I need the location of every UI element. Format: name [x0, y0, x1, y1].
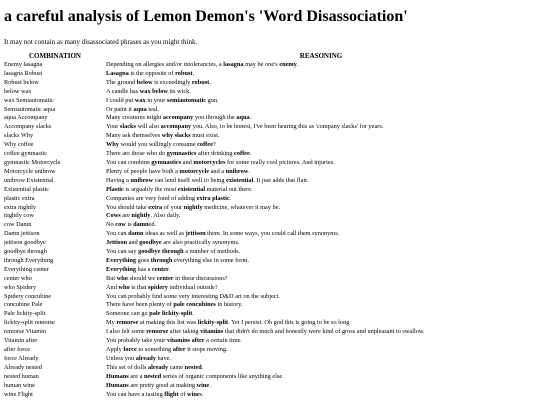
combination-cell: slacks Why [4, 132, 34, 140]
reasoning-emphasis: center [152, 265, 169, 273]
table-row [4, 275, 536, 284]
table-row [4, 141, 536, 150]
reasoning-emphasis: goodbye through [138, 248, 184, 256]
combination-cell: through Everything [4, 256, 54, 264]
reasoning-header: REASONING [299, 52, 343, 60]
reasoning-emphasis: extra plastic [196, 194, 230, 202]
analysis-table [4, 52, 536, 399]
combination-cell: Damn jettison [4, 230, 40, 238]
table-row [4, 239, 536, 248]
combination-cell: coffee gymnastic [4, 150, 48, 158]
reasoning-text: after drinking [196, 150, 235, 158]
reasoning-cell [106, 79, 536, 88]
reasoning-text: and [181, 158, 194, 166]
reasoning-text: have. [155, 354, 171, 362]
reasoning-text: . [201, 363, 204, 371]
combination-cell: lickity-split remorse [4, 319, 55, 327]
reasoning-text: No [106, 221, 116, 229]
table-row [4, 221, 536, 230]
reasoning-emphasis: Plastic [106, 185, 124, 193]
combination-cell: wax Semiautomatic [4, 96, 54, 104]
reasoning-emphasis: gymnastics [166, 150, 197, 158]
reasoning-text: gun. [206, 96, 219, 104]
reasoning-emphasis: Humans [106, 381, 129, 389]
table-row [4, 70, 536, 79]
reasoning-emphasis: below [136, 78, 153, 86]
table-row [4, 150, 536, 159]
reasoning-emphasis: accompany [160, 123, 192, 131]
reasoning-text: You can probably find some very interesting D&D art on the subject. [106, 292, 280, 300]
reasoning-text: Plenty of people have both a [106, 167, 180, 175]
reasoning-emphasis: remorse [146, 328, 169, 336]
reasoning-emphasis: vitamins after [166, 337, 205, 345]
reasoning-text: you. Also, to be honest, I've been hearing this as 'company slacks' for years. [191, 123, 384, 131]
table-row [4, 114, 536, 123]
table-row [4, 319, 536, 328]
reasoning-text: should we [127, 274, 157, 282]
reasoning-text: its wick. [167, 87, 191, 95]
combination-cell: Spidery concubine [4, 292, 52, 300]
reasoning-cell [106, 293, 536, 302]
reasoning-text: . [229, 194, 232, 202]
table-row [4, 61, 536, 70]
table-row [4, 177, 536, 186]
table-row [4, 391, 536, 400]
page-subtitle: It may not contain as many disassociated phrases as you might think. [4, 38, 198, 46]
table-row [4, 310, 536, 319]
table-row [4, 88, 536, 97]
reasoning-text: is the opposite of [128, 69, 176, 77]
reasoning-emphasis: coffee [234, 150, 250, 158]
reasoning-text: There are those who do [106, 150, 167, 158]
reasoning-text: Depending on allergies and/or intolerancies, a [106, 61, 224, 68]
reasoning-text: . [209, 381, 211, 389]
reasoning-text: You can say [106, 248, 139, 256]
combination-cell: goodbye through [4, 248, 47, 256]
reasoning-text: goes [136, 256, 151, 264]
reasoning-emphasis: robust [175, 69, 193, 77]
combination-cell: Robust below [4, 78, 39, 86]
reasoning-text: and [127, 239, 140, 247]
table-row [4, 186, 536, 195]
reasoning-text: is exceedingly [152, 78, 192, 86]
reasoning-emphasis: Cows [106, 212, 121, 220]
reasoning-emphasis: spidery [148, 283, 168, 291]
reasoning-emphasis: nested [143, 372, 162, 380]
reasoning-cell [106, 239, 536, 248]
combination-cell: nightly cow [4, 212, 34, 220]
reasoning-text: is arguably the most [123, 185, 178, 193]
reasoning-emphasis: why slacks [161, 132, 191, 140]
reasoning-emphasis: slacks [119, 123, 136, 131]
reasoning-text: came [168, 363, 185, 371]
reasoning-emphasis: pale concubines [173, 301, 216, 309]
reasoning-text: in your [145, 96, 167, 104]
reasoning-cell [106, 248, 536, 257]
reasoning-emphasis: nightly [183, 203, 203, 211]
reasoning-cell [106, 364, 536, 373]
reasoning-text: of [178, 390, 188, 398]
combination-cell: Why coffee [4, 141, 34, 149]
reasoning-emphasis: damn [133, 221, 149, 229]
reasoning-text: individual outside? [167, 283, 218, 291]
reasoning-emphasis: Humans [106, 372, 129, 380]
reasoning-text: . [209, 78, 211, 86]
reasoning-text: There have been plenty of [106, 301, 174, 309]
reasoning-emphasis: already [135, 354, 156, 362]
reasoning-emphasis: Everything [106, 256, 137, 264]
reasoning-cell [106, 204, 536, 213]
reasoning-cell [106, 97, 536, 106]
reasoning-text: I could put [106, 96, 135, 104]
reasoning-emphasis: wine [196, 381, 210, 389]
combination-cell: after force [4, 346, 31, 353]
combination-cell: Already nested [4, 363, 42, 371]
reasoning-text: are also practically synonyms. [161, 239, 240, 247]
combination-cell: who Spidery [4, 283, 37, 291]
reasoning-emphasis: force [123, 346, 137, 353]
reasoning-emphasis: gymnastics [151, 158, 182, 166]
table-row [4, 230, 536, 239]
reasoning-cell [106, 337, 536, 346]
reasoning-text: can lend itself well to being [153, 176, 227, 184]
reasoning-text: is that [129, 283, 148, 291]
table-row [4, 373, 536, 382]
reasoning-text: everything else in some form. [172, 256, 249, 264]
reasoning-text: . Yet I persist. Oh god this is going to be so long [228, 319, 350, 327]
table-row [4, 79, 536, 88]
reasoning-text: You can [106, 230, 129, 238]
reasoning-emphasis: coffee [197, 141, 213, 149]
reasoning-emphasis: nested [184, 363, 202, 371]
reasoning-text: is [125, 221, 134, 229]
table-row [4, 284, 536, 293]
reasoning-cell [106, 328, 536, 337]
combination-cell: Everything center [4, 265, 49, 273]
combination-cell: Semiautomatic aqua [4, 105, 56, 113]
reasoning-text: . [249, 114, 252, 122]
reasoning-text: are [120, 212, 132, 220]
table-row [4, 132, 536, 141]
reasoning-cell [106, 355, 536, 364]
reasoning-emphasis: center [156, 274, 174, 282]
reasoning-cell [106, 106, 536, 115]
reasoning-emphasis: wax below [139, 87, 168, 95]
combination-cell: center who [4, 274, 32, 282]
reasoning-emphasis: wine [187, 390, 200, 398]
table-row [4, 106, 536, 115]
combination-cell: Vitamin after [4, 337, 38, 345]
reasoning-text: Many creatures might [106, 114, 163, 122]
reasoning-text: The ground [106, 78, 137, 86]
combination-cell: nested human [4, 372, 39, 380]
table-row [4, 168, 536, 177]
reasoning-text: ed. [148, 221, 157, 229]
table-row [4, 123, 536, 132]
combination-cell: Enemy lasagna [4, 61, 43, 68]
reasoning-cell [106, 275, 536, 284]
reasoning-text: must exist. [190, 132, 220, 140]
reasoning-text: medicine, whatever it may be. [202, 203, 281, 211]
reasoning-text: after taking [168, 328, 201, 336]
reasoning-emphasis: who [116, 274, 128, 282]
reasoning-emphasis: who [118, 283, 130, 291]
reasoning-text: . [192, 69, 195, 77]
combination-cell: human wine [4, 381, 35, 389]
reasoning-emphasis: pale lickity-split [149, 310, 193, 318]
reasoning-emphasis: unibrow [225, 167, 249, 175]
reasoning-emphasis: damn [128, 230, 144, 238]
reasoning-cell [106, 310, 536, 319]
reasoning-text: in history. [215, 301, 243, 309]
reasoning-text: . [249, 150, 252, 158]
reasoning-text: You can have a tasting [106, 390, 165, 398]
table-row [4, 266, 536, 275]
reasoning-emphasis: goodbye [139, 239, 162, 247]
reasoning-text: s. [199, 390, 204, 398]
reasoning-text: This set of dolls [106, 363, 148, 371]
reasoning-emphasis: after [172, 346, 186, 353]
reasoning-text: . [192, 310, 194, 318]
reasoning-text: teal. [146, 105, 160, 113]
table-row [4, 382, 536, 391]
reasoning-text: for some really cool pictures. And injuries. [225, 158, 335, 166]
reasoning-emphasis: nightly [131, 212, 151, 220]
reasoning-emphasis: robust [191, 78, 210, 86]
reasoning-cell [106, 61, 536, 70]
reasoning-cell [106, 70, 536, 79]
combination-header: COMBINATION [29, 52, 81, 60]
reasoning-emphasis: existential [177, 185, 206, 193]
reasoning-emphasis: flight [164, 390, 179, 398]
table-row [4, 195, 536, 204]
reasoning-text: are a [128, 372, 144, 380]
combination-cell: plastic extra [4, 194, 35, 202]
reasoning-cell [106, 284, 536, 293]
combination-cell: gymnastic Motorcycle [4, 158, 61, 166]
page-title: a careful analysis of Lemon Demon's 'Word Disassociation' [4, 8, 408, 25]
reasoning-text: And [106, 283, 119, 291]
reasoning-cell [106, 186, 536, 195]
reasoning-text: would you willingly consume [118, 141, 198, 149]
reasoning-cell [106, 195, 536, 204]
table-row [4, 355, 536, 364]
reasoning-emphasis: vitamins [200, 328, 224, 336]
reasoning-cell [106, 373, 536, 382]
reasoning-cell [106, 177, 536, 186]
reasoning-text: My [106, 319, 117, 327]
combination-cell: concubine Pale [4, 301, 43, 309]
table-row [4, 293, 536, 302]
reasoning-cell [106, 168, 536, 177]
reasoning-emphasis: lasagna [223, 61, 244, 68]
reasoning-emphasis: cow [115, 221, 126, 229]
table-row [4, 337, 536, 346]
reasoning-emphasis: motorcycle [179, 167, 210, 175]
combination-cell: lasagna Robust [4, 69, 43, 77]
reasoning-text: may be one's [243, 61, 280, 68]
reasoning-cell [106, 382, 536, 391]
reasoning-text: . It just adds that flair. [253, 176, 309, 184]
reasoning-emphasis: Jettison [106, 239, 127, 247]
table-body [4, 61, 536, 399]
reasoning-text: of your [162, 203, 184, 211]
table-row [4, 248, 536, 257]
reasoning-cell [106, 88, 536, 97]
combination-cell: jettison goodbye [4, 239, 46, 247]
reasoning-cell [106, 159, 536, 168]
combination-cell: extra nightly [4, 203, 37, 211]
reasoning-text: Unless you [106, 354, 136, 362]
reasoning-cell [106, 319, 536, 328]
combination-cell: Accompany slacks [4, 123, 52, 131]
reasoning-text: But [106, 274, 117, 282]
combination-cell: cow Damn [4, 221, 32, 229]
reasoning-emphasis: through [150, 256, 173, 264]
reasoning-text: in these discussions? [173, 274, 228, 282]
reasoning-emphasis: aqua [236, 114, 250, 122]
combination-cell: Pale lickity-split [4, 310, 46, 318]
reasoning-text: it stops moving. [185, 346, 228, 353]
combination-cell: aqua Accompany [4, 114, 48, 122]
reasoning-cell [106, 301, 536, 310]
table-row [4, 159, 536, 168]
reasoning-cell [106, 212, 536, 221]
combination-cell: Existential plastic [4, 185, 49, 193]
reasoning-emphasis: unibrow [130, 176, 154, 184]
reasoning-text: Your [106, 123, 120, 131]
reasoning-text: Apply [106, 346, 124, 353]
reasoning-text: Someone can go [106, 310, 150, 318]
reasoning-text: . [296, 61, 299, 68]
table-row [4, 212, 536, 221]
reasoning-text: series of organic components like anything else. [161, 372, 284, 380]
reasoning-emphasis: already [147, 363, 169, 371]
reasoning-cell [106, 132, 536, 141]
reasoning-emphasis: wax [134, 96, 146, 104]
reasoning-text: A candle has [106, 87, 140, 95]
table-row [4, 301, 536, 310]
reasoning-emphasis: Lasagna [106, 69, 129, 77]
reasoning-emphasis: jettison [185, 230, 206, 238]
reasoning-text: has a [136, 265, 153, 273]
reasoning-text: You probably take your [106, 337, 167, 345]
reasoning-text: Many ask themselves [106, 132, 162, 140]
reasoning-text: . [248, 167, 250, 175]
table-row [4, 364, 536, 373]
reasoning-text: material out there. [205, 185, 253, 193]
combination-cell: Motorcycle unibrow [4, 167, 56, 175]
reasoning-text: are pretty good at making [128, 381, 197, 389]
combination-cell: wine Flight [4, 390, 33, 398]
reasoning-cell [106, 123, 536, 132]
reasoning-cell [106, 141, 536, 150]
reasoning-cell [106, 230, 536, 239]
reasoning-emphasis: Everything [106, 265, 137, 273]
combination-cell: unibrow Existential [4, 176, 54, 184]
reasoning-emphasis: lickity-split [197, 319, 229, 327]
reasoning-emphasis: accompany [162, 114, 194, 122]
reasoning-cell [106, 114, 536, 123]
reasoning-text: . Also daily. [150, 212, 181, 220]
reasoning-text: them. In some ways, you could call them synonyms. [205, 230, 340, 238]
reasoning-text: a certain time. [204, 337, 242, 345]
table-row [4, 328, 536, 337]
reasoning-text: I also felt some [106, 328, 147, 336]
reasoning-text: You should take [106, 203, 149, 211]
reasoning-text: Or paint it [106, 105, 134, 113]
reasoning-text: ideas as well as [143, 230, 186, 238]
reasoning-text: and a [209, 167, 226, 175]
reasoning-cell [106, 221, 536, 230]
reasoning-text: You can combine [106, 158, 152, 166]
reasoning-emphasis: existential [226, 176, 254, 184]
reasoning-emphasis: remorse [116, 319, 139, 327]
reasoning-emphasis: enemy [279, 61, 297, 68]
reasoning-text: . [168, 265, 171, 273]
reasoning-emphasis: extra [148, 203, 163, 211]
reasoning-cell [106, 257, 536, 266]
reasoning-text: Having a [106, 176, 131, 184]
reasoning-emphasis: motorcycles [193, 158, 226, 166]
reasoning-cell [106, 391, 536, 400]
table-row [4, 204, 536, 213]
reasoning-text: you through the [193, 114, 237, 122]
reasoning-cell [106, 346, 536, 355]
table-header-row [4, 52, 536, 61]
reasoning-text: Companies are very fond of adding [106, 194, 197, 202]
reasoning-emphasis: Why [106, 141, 119, 149]
combination-cell: remorse Vitamin [4, 328, 46, 336]
reasoning-text: ? [212, 141, 216, 149]
reasoning-text: will also [136, 123, 161, 131]
reasoning-emphasis: semiautomatic [166, 96, 207, 104]
combination-cell: below wax [4, 87, 32, 95]
combination-cell: force Already [4, 354, 39, 362]
reasoning-text: at making this list was [138, 319, 198, 327]
table-row [4, 97, 536, 106]
reasoning-text: that didn't do much and honestly were kind of gross and unpleasant to swallow. [223, 328, 425, 336]
reasoning-cell [106, 150, 536, 159]
reasoning-text: a number of methods. [183, 248, 241, 256]
reasoning-text: to something [136, 346, 173, 353]
reasoning-cell [106, 266, 536, 275]
table-row [4, 257, 536, 266]
table-row [4, 346, 536, 355]
reasoning-emphasis: aqua [133, 105, 147, 113]
